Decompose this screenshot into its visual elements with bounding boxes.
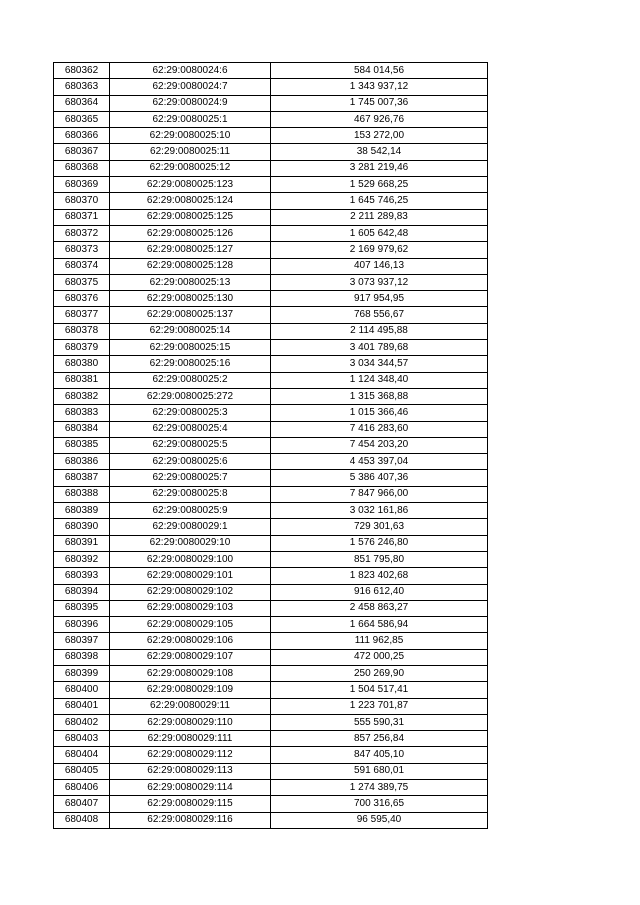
table-row [54,486,488,502]
cadastral-number-cell: 62:29:0080025:7 [110,470,271,486]
table-row [54,274,488,290]
cadastral-value-cell: 2 169 979,62 [271,242,488,258]
cadastral-value-cell: 917 954,95 [271,291,488,307]
row-number-cell: 680389 [54,503,110,519]
row-number-cell: 680402 [54,714,110,730]
row-number-cell: 680391 [54,535,110,551]
cadastral-number-cell: 62:29:0080025:8 [110,486,271,502]
cadastral-number-cell: 62:29:0080029:102 [110,584,271,600]
table-row [54,682,488,698]
cadastral-number-cell: 62:29:0080029:11 [110,698,271,714]
cadastral-value-cell: 467 926,76 [271,111,488,127]
row-number-cell: 680363 [54,79,110,95]
cadastral-value-cell: 1 745 007,36 [271,95,488,111]
table-row [54,535,488,551]
table-body [54,63,488,829]
row-number-cell: 680407 [54,796,110,812]
cadastral-number-cell: 62:29:0080025:126 [110,225,271,241]
row-number-cell: 680405 [54,763,110,779]
cadastral-value-cell: 407 146,13 [271,258,488,274]
table-row [54,649,488,665]
cadastral-number-cell: 62:29:0080029:112 [110,747,271,763]
cadastral-number-cell: 62:29:0080024:6 [110,63,271,79]
cadastral-number-cell: 62:29:0080025:137 [110,307,271,323]
table-row [54,63,488,79]
row-number-cell: 680378 [54,323,110,339]
table-row [54,617,488,633]
table-row [54,388,488,404]
cadastral-value-cell: 847 405,10 [271,747,488,763]
cadastral-value-cell: 768 556,67 [271,307,488,323]
cadastral-value-cell: 5 386 407,36 [271,470,488,486]
cadastral-value-cell: 3 073 937,12 [271,274,488,290]
table-row [54,633,488,649]
cadastral-value-cell: 916 612,40 [271,584,488,600]
cadastral-value-cell: 1 343 937,12 [271,79,488,95]
cadastral-number-cell: 62:29:0080029:105 [110,617,271,633]
table-row [54,796,488,812]
table-row [54,193,488,209]
cadastral-value-cell: 1 529 668,25 [271,177,488,193]
table-row [54,95,488,111]
table-row [54,568,488,584]
row-number-cell: 680392 [54,551,110,567]
row-number-cell: 680397 [54,633,110,649]
cadastral-value-cell: 111 962,85 [271,633,488,649]
cadastral-number-cell: 62:29:0080025:127 [110,242,271,258]
row-number-cell: 680362 [54,63,110,79]
cadastral-number-cell: 62:29:0080025:3 [110,405,271,421]
table-row [54,780,488,796]
cadastral-number-cell: 62:29:0080025:16 [110,356,271,372]
row-number-cell: 680383 [54,405,110,421]
table-row [54,356,488,372]
cadastral-number-cell: 62:29:0080025:14 [110,323,271,339]
table-row [54,812,488,828]
row-number-cell: 680404 [54,747,110,763]
cadastral-number-cell: 62:29:0080025:125 [110,209,271,225]
row-number-cell: 680370 [54,193,110,209]
table-row [54,209,488,225]
row-number-cell: 680366 [54,128,110,144]
cadastral-value-cell: 3 034 344,57 [271,356,488,372]
table-row [54,405,488,421]
cadastral-value-cell: 7 416 283,60 [271,421,488,437]
row-number-cell: 680403 [54,731,110,747]
table-row [54,144,488,160]
cadastral-value-cell: 1 664 586,94 [271,617,488,633]
cadastral-value-cell: 851 795,80 [271,551,488,567]
cadastral-number-cell: 62:29:0080025:123 [110,177,271,193]
row-number-cell: 680371 [54,209,110,225]
table-row [54,551,488,567]
row-number-cell: 680395 [54,600,110,616]
table-row [54,421,488,437]
row-number-cell: 680399 [54,665,110,681]
row-number-cell: 680408 [54,812,110,828]
cadastral-value-cell: 153 272,00 [271,128,488,144]
table-row [54,340,488,356]
cadastral-number-cell: 62:29:0080029:113 [110,763,271,779]
row-number-cell: 680373 [54,242,110,258]
table-row [54,225,488,241]
row-number-cell: 680369 [54,177,110,193]
table-row [54,454,488,470]
cadastral-number-cell: 62:29:0080025:12 [110,160,271,176]
cadastral-value-cell: 729 301,63 [271,519,488,535]
cadastral-value-cell: 472 000,25 [271,649,488,665]
cadastral-number-cell: 62:29:0080029:1 [110,519,271,535]
cadastral-number-cell: 62:29:0080024:9 [110,95,271,111]
table-row [54,372,488,388]
row-number-cell: 680374 [54,258,110,274]
cadastral-number-cell: 62:29:0080029:106 [110,633,271,649]
table-row [54,519,488,535]
row-number-cell: 680396 [54,617,110,633]
cadastral-number-cell: 62:29:0080029:111 [110,731,271,747]
cadastral-value-cell: 3 281 219,46 [271,160,488,176]
row-number-cell: 680382 [54,388,110,404]
cadastral-value-cell: 2 458 863,27 [271,600,488,616]
cadastral-value-cell: 3 032 161,86 [271,503,488,519]
row-number-cell: 680401 [54,698,110,714]
cadastral-number-cell: 62:29:0080025:2 [110,372,271,388]
cadastral-value-cell: 1 605 642,48 [271,225,488,241]
table-row [54,731,488,747]
cadastral-value-cell: 857 256,84 [271,731,488,747]
row-number-cell: 680393 [54,568,110,584]
cadastral-value-cell: 96 595,40 [271,812,488,828]
table-row [54,160,488,176]
table-row [54,291,488,307]
table-row [54,79,488,95]
cadastral-number-cell: 62:29:0080025:124 [110,193,271,209]
cadastral-number-cell: 62:29:0080029:110 [110,714,271,730]
row-number-cell: 680400 [54,682,110,698]
cadastral-number-cell: 62:29:0080025:6 [110,454,271,470]
cadastral-value-cell: 7 847 966,00 [271,486,488,502]
cadastral-value-cell: 3 401 789,68 [271,340,488,356]
row-number-cell: 680381 [54,372,110,388]
cadastral-number-cell: 62:29:0080029:103 [110,600,271,616]
table-row [54,307,488,323]
row-number-cell: 680379 [54,340,110,356]
cadastral-value-cell: 2 114 495,88 [271,323,488,339]
table-row [54,763,488,779]
cadastral-number-cell: 62:29:0080029:101 [110,568,271,584]
cadastral-value-cell: 1 015 366,46 [271,405,488,421]
cadastral-number-cell: 62:29:0080029:115 [110,796,271,812]
cadastral-number-cell: 62:29:0080025:1 [110,111,271,127]
cadastral-number-cell: 62:29:0080029:114 [110,780,271,796]
row-number-cell: 680385 [54,437,110,453]
table-row [54,323,488,339]
row-number-cell: 680367 [54,144,110,160]
cadastral-number-cell: 62:29:0080025:128 [110,258,271,274]
cadastral-value-cell: 4 453 397,04 [271,454,488,470]
cadastral-number-cell: 62:29:0080029:10 [110,535,271,551]
cadastral-number-cell: 62:29:0080025:9 [110,503,271,519]
cadastral-number-cell: 62:29:0080029:107 [110,649,271,665]
row-number-cell: 680386 [54,454,110,470]
row-number-cell: 680368 [54,160,110,176]
row-number-cell: 680365 [54,111,110,127]
cadastral-value-table [53,62,488,829]
row-number-cell: 680372 [54,225,110,241]
table-row [54,177,488,193]
row-number-cell: 680377 [54,307,110,323]
cadastral-value-cell: 700 316,65 [271,796,488,812]
row-number-cell: 680380 [54,356,110,372]
cadastral-value-cell: 38 542,14 [271,144,488,160]
cadastral-value-cell: 584 014,56 [271,63,488,79]
cadastral-value-cell: 1 645 746,25 [271,193,488,209]
cadastral-number-cell: 62:29:0080029:108 [110,665,271,681]
cadastral-number-cell: 62:29:0080025:10 [110,128,271,144]
cadastral-number-cell: 62:29:0080029:116 [110,812,271,828]
table-row [54,747,488,763]
cadastral-number-cell: 62:29:0080025:4 [110,421,271,437]
table-row [54,242,488,258]
row-number-cell: 680394 [54,584,110,600]
cadastral-number-cell: 62:29:0080029:100 [110,551,271,567]
cadastral-value-cell: 2 211 289,83 [271,209,488,225]
cadastral-number-cell: 62:29:0080024:7 [110,79,271,95]
row-number-cell: 680398 [54,649,110,665]
row-number-cell: 680375 [54,274,110,290]
table-row [54,503,488,519]
table-row [54,714,488,730]
cadastral-value-cell: 1 274 389,75 [271,780,488,796]
cadastral-number-cell: 62:29:0080025:13 [110,274,271,290]
cadastral-value-cell: 591 680,01 [271,763,488,779]
table-row [54,665,488,681]
table-row [54,128,488,144]
row-number-cell: 680364 [54,95,110,111]
row-number-cell: 680406 [54,780,110,796]
row-number-cell: 680384 [54,421,110,437]
cadastral-value-cell: 1 124 348,40 [271,372,488,388]
table-row [54,111,488,127]
table-row [54,600,488,616]
cadastral-value-cell: 1 223 701,87 [271,698,488,714]
row-number-cell: 680388 [54,486,110,502]
cadastral-value-cell: 555 590,31 [271,714,488,730]
table-row [54,437,488,453]
cadastral-number-cell: 62:29:0080025:11 [110,144,271,160]
row-number-cell: 680390 [54,519,110,535]
table-row [54,258,488,274]
cadastral-value-cell: 1 504 517,41 [271,682,488,698]
cadastral-value-cell: 7 454 203,20 [271,437,488,453]
cadastral-number-cell: 62:29:0080025:130 [110,291,271,307]
cadastral-value-cell: 1 823 402,68 [271,568,488,584]
table-row [54,698,488,714]
row-number-cell: 680376 [54,291,110,307]
row-number-cell: 680387 [54,470,110,486]
cadastral-number-cell: 62:29:0080025:5 [110,437,271,453]
cadastral-value-cell: 1 576 246,80 [271,535,488,551]
cadastral-number-cell: 62:29:0080025:15 [110,340,271,356]
cadastral-value-cell: 250 269,90 [271,665,488,681]
table-row [54,470,488,486]
table-row [54,584,488,600]
cadastral-number-cell: 62:29:0080025:272 [110,388,271,404]
cadastral-number-cell: 62:29:0080029:109 [110,682,271,698]
cadastral-value-cell: 1 315 368,88 [271,388,488,404]
